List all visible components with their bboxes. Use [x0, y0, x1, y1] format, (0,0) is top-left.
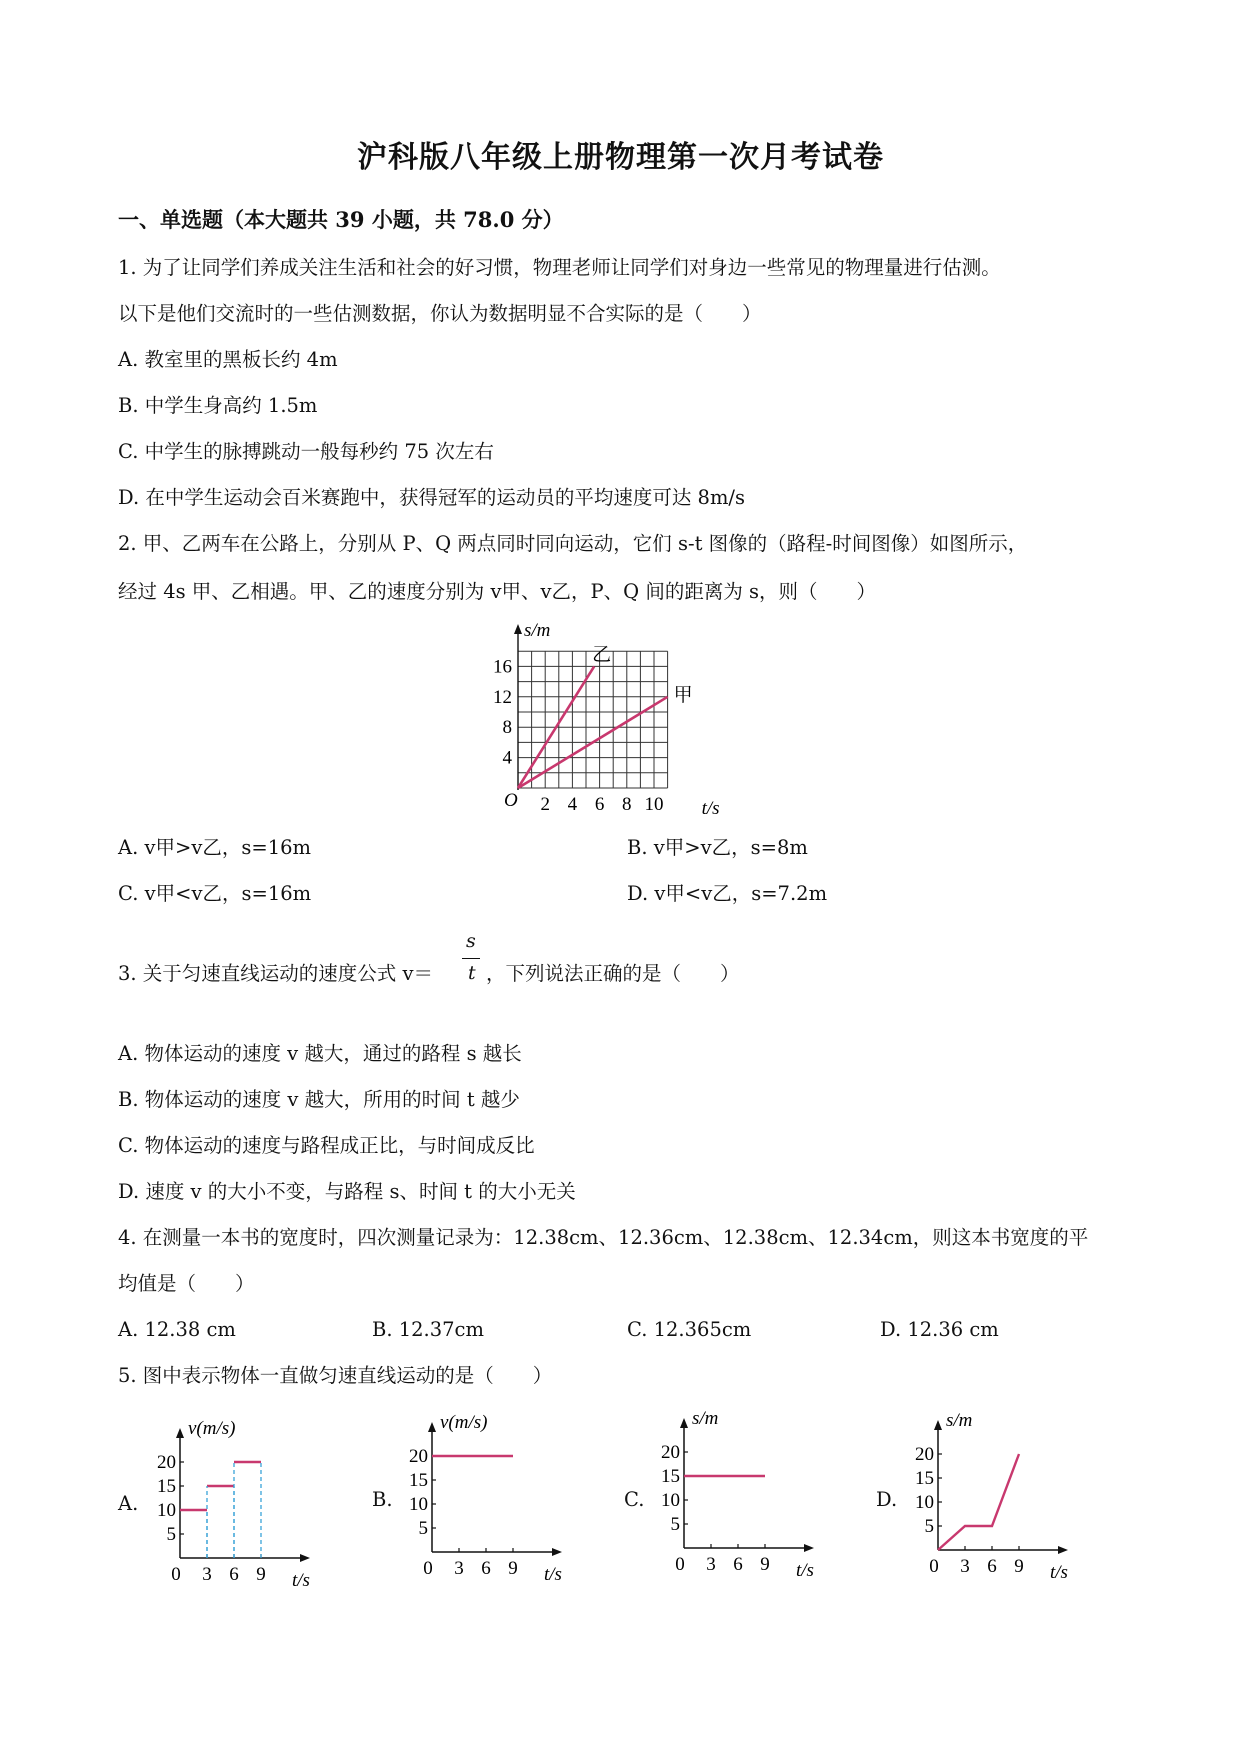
y-tick-label: 5 — [418, 1518, 428, 1539]
y-tick-label: 15 — [661, 1466, 680, 1487]
x-tick-label: 9 — [508, 1558, 518, 1579]
x-tick-label: 3 — [960, 1556, 970, 1577]
y-tick-label: 10 — [661, 1490, 680, 1511]
y-tick-label: 12 — [493, 686, 512, 708]
x-axis-arrow — [804, 1544, 814, 1552]
x-tick-label: 10 — [644, 794, 664, 815]
y-tick-label: 20 — [915, 1444, 934, 1465]
x-tick-label: 6 — [987, 1556, 997, 1577]
y-tick-label: 10 — [915, 1492, 934, 1513]
y-axis-arrow — [934, 1420, 942, 1430]
y-tick-label: 15 — [157, 1476, 176, 1497]
y-axis-label: s/m — [946, 1410, 973, 1431]
q5-chart-b — [394, 1404, 574, 1584]
y-tick-label: 20 — [409, 1446, 428, 1467]
q5-label-a: A. — [118, 1492, 139, 1515]
x-tick-label: 9 — [256, 1564, 266, 1585]
q5-stem: 5. 图中表示物体一直做匀速直线运动的是（ ） — [118, 1364, 553, 1387]
x-tick-label: 8 — [622, 794, 632, 815]
q1-option-c: C. 中学生的脉搏跳动一般每秒约 75 次左右 — [118, 440, 494, 463]
y-axis-label: s/m — [524, 620, 551, 641]
x-tick-label: 0 — [929, 1556, 939, 1577]
q2-stem-line2: 经过 4s 甲、乙相遇。甲、乙的速度分别为 v甲、v乙，P、Q 间的距离为 s，则（ ） — [118, 580, 877, 603]
q3-fraction-denominator: t — [468, 962, 476, 984]
q3-fraction-bar — [462, 958, 480, 959]
x-tick-label: 6 — [229, 1564, 239, 1585]
y-tick-label: 10 — [157, 1500, 176, 1521]
origin-label: O — [504, 790, 518, 811]
y-tick-label: 8 — [502, 717, 512, 739]
q3-stem-pre: 3. 关于匀速直线运动的速度公式 v＝ — [118, 962, 434, 985]
y-tick-label: 5 — [670, 1514, 680, 1535]
q1-option-a: A. 教室里的黑板长约 4m — [118, 348, 338, 371]
q4-option-c: C. 12.365cm — [627, 1318, 752, 1341]
y-tick-label: 4 — [502, 747, 512, 769]
y-tick-label: 15 — [915, 1468, 934, 1489]
q4-stem-line2: 均值是（ ） — [118, 1272, 255, 1295]
y-tick-label: 10 — [409, 1494, 428, 1515]
y-axis-arrow — [176, 1428, 184, 1438]
x-axis-arrow — [552, 1548, 562, 1556]
page-title: 沪科版八年级上册物理第一次月考试卷 — [357, 140, 884, 175]
y-tick-label: 20 — [157, 1452, 176, 1473]
y-tick-label: 16 — [493, 656, 512, 678]
y-axis-arrow — [680, 1418, 688, 1428]
q3-option-c: C. 物体运动的速度与路程成正比，与时间成反比 — [118, 1134, 535, 1157]
q5-chart-c — [646, 1400, 826, 1580]
q3-option-d: D. 速度 v 的大小不变，与路程 s、时间 t 的大小无关 — [118, 1180, 576, 1203]
x-tick-label: 0 — [423, 1558, 433, 1579]
y-axis-arrow — [514, 624, 522, 634]
x-tick-label: 0 — [675, 1554, 685, 1575]
q2-option-a: A. v甲>v乙，s=16m — [118, 836, 312, 859]
x-axis-label: t/s — [701, 798, 720, 819]
x-axis-label: t/s — [1050, 1562, 1068, 1583]
q3-option-b: B. 物体运动的速度 v 越大，所用的时间 t 越少 — [118, 1088, 520, 1111]
x-tick-label: 6 — [481, 1558, 491, 1579]
q2-option-c: C. v甲<v乙，s=16m — [118, 882, 312, 905]
x-tick-label: 9 — [760, 1554, 770, 1575]
x-tick-label: 6 — [733, 1554, 743, 1575]
x-tick-label: 4 — [567, 794, 578, 815]
series-label: 乙 — [592, 644, 612, 666]
q1-stem-line2: 以下是他们交流时的一些估测数据，你认为数据明显不合实际的是（ ） — [118, 302, 762, 325]
x-tick-label: 0 — [171, 1564, 181, 1585]
x-axis-label: t/s — [292, 1570, 310, 1591]
q1-option-b: B. 中学生身高约 1.5m — [118, 394, 318, 417]
section-heading: 一、单选题（本大题共 39 小题，共 78.0 分） — [118, 207, 564, 232]
y-axis-label: v(m/s) — [440, 1412, 488, 1433]
x-axis-arrow — [1058, 1546, 1068, 1554]
y-tick-label: 5 — [166, 1524, 176, 1545]
series-label: 甲 — [673, 684, 693, 706]
q1-option-d: D. 在中学生运动会百米赛跑中，获得冠军的运动员的平均速度可达 8m/s — [118, 486, 746, 509]
q5-label-b: B. — [372, 1488, 393, 1511]
q2-st-chart — [480, 620, 760, 820]
x-tick-label: 2 — [540, 794, 550, 815]
q2-option-d: D. v甲<v乙，s=7.2m — [627, 882, 828, 905]
q5-chart-a — [142, 1410, 322, 1590]
x-axis-arrow — [300, 1554, 310, 1562]
x-tick-label: 9 — [1014, 1556, 1024, 1577]
x-axis-label: t/s — [544, 1564, 562, 1585]
x-tick-label: 3 — [202, 1564, 212, 1585]
q5-chart-d — [900, 1402, 1080, 1582]
q3-option-a: A. 物体运动的速度 v 越大，通过的路程 s 越长 — [118, 1042, 522, 1065]
y-axis-label: v(m/s) — [188, 1418, 236, 1439]
y-tick-label: 20 — [661, 1442, 680, 1463]
y-tick-label: 5 — [924, 1516, 934, 1537]
q3-stem-post: ，下列说法正确的是（ ） — [486, 962, 740, 985]
y-axis-arrow — [428, 1422, 436, 1432]
x-tick-label: 3 — [454, 1558, 464, 1579]
q1-stem-line1: 1. 为了让同学们养成关注生活和社会的好习惯，物理老师让同学们对身边一些常见的物理量进行估测。 — [118, 256, 1001, 279]
x-tick-label: 3 — [706, 1554, 716, 1575]
y-axis-label: s/m — [692, 1408, 719, 1429]
q2-option-b: B. v甲>v乙，s=8m — [627, 836, 808, 859]
q4-option-a: A. 12.38 cm — [118, 1318, 236, 1341]
q4-stem-line1: 4. 在测量一本书的宽度时，四次测量记录为：12.38cm、12.36cm、12.38cm、12.34cm，则这本书宽度的平 — [118, 1226, 1089, 1249]
q4-option-b: B. 12.37cm — [372, 1318, 484, 1341]
series-line — [938, 1454, 1019, 1550]
y-tick-label: 15 — [409, 1470, 428, 1491]
q3-fraction-numerator: s — [466, 930, 476, 952]
x-tick-label: 6 — [594, 794, 605, 815]
q5-label-d: D. — [876, 1488, 898, 1511]
q2-stem-line1: 2. 甲、乙两车在公路上，分别从 P、Q 两点同时同向运动，它们 s-t 图像的（路程-时间图像）如图所示， — [118, 532, 1028, 555]
q5-label-c: C. — [624, 1488, 645, 1511]
x-axis-label: t/s — [796, 1560, 814, 1581]
q4-option-d: D. 12.36 cm — [880, 1318, 999, 1341]
